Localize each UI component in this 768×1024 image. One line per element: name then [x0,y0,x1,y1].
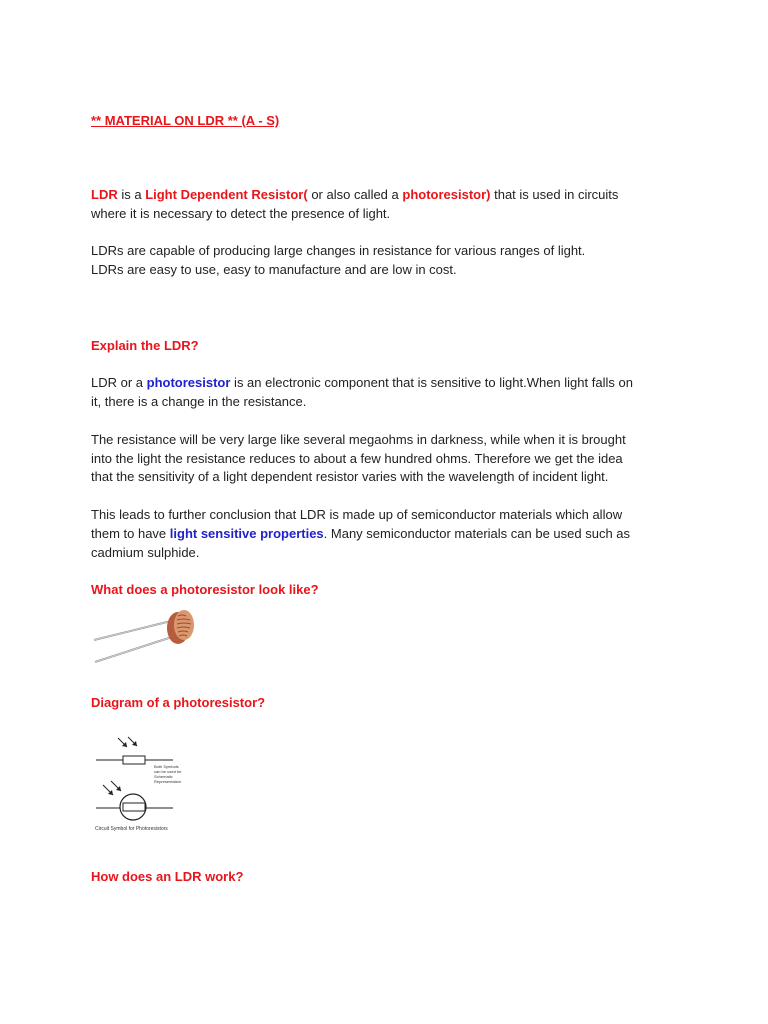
explain-line-1 [91,373,633,392]
look-heading: What does a photoresistor look like? [91,582,319,597]
intro-text-a: is a [117,187,146,202]
leads-line-2 [91,524,630,543]
photoresistor-diagram [91,735,203,850]
resistance-line-3: that the sensitivity of a light dependent resistor varies with the wavelength of incident light. [91,469,609,484]
intro-text-c: that is used in circuits [490,187,619,202]
diagram-note-line: can be used for [154,769,182,774]
photoresistor-link[interactable]: photoresistor [146,375,231,390]
diagram-note-line: Representation [154,779,182,784]
resistance-line-1: The resistance will be very large like several megaohms in darkness, while when it is brought [91,432,626,447]
leads-prefix: them to have [91,526,170,541]
light-dependent-resistor-term: Light Dependent Resistor( [145,187,308,202]
document-title: ** MATERIAL ON LDR ** (A - S) [91,113,280,128]
diagram-heading: Diagram of a photoresistor? [91,695,266,710]
explain-line-2: it, there is a change in the resistance. [91,394,307,409]
intro-line-2: where it is necessary to detect the presence of light. [91,206,391,221]
intro-line-1 [91,185,618,204]
diagram-note-line: Both Symbols [154,764,179,769]
capable-line-2: LDRs are easy to use, easy to manufacture and are low in cost. [91,262,457,277]
explain-heading: Explain the LDR? [91,338,199,353]
ldr-term: LDR [91,187,118,202]
explain-prefix: LDR or a [91,375,147,390]
explain-rest: is an electronic component that is sensitive to light.When light falls on [230,375,633,390]
leads-rest: . Many semiconductor materials can be used such as [323,526,631,541]
diagram-note-line: Schematic [154,774,173,779]
photoresistor-term: photoresistor) [402,187,491,202]
diagram-caption: Circuit Symbol for Photoresistors [95,826,168,832]
photoresistor-photo [91,604,203,673]
leads-line-3: cadmium sulphide. [91,545,200,560]
intro-text-b: or also called a [307,187,403,202]
leads-line-1: This leads to further conclusion that LDR is made up of semiconductor materials which allow [91,507,623,522]
capable-line-1: LDRs are capable of producing large changes in resistance for various ranges of light. [91,243,586,258]
work-heading: How does an LDR work? [91,869,244,884]
resistance-line-2: into the light the resistance reduces to about a few hundred ohms. Therefore we get the idea [91,451,623,466]
diagram-side-note [154,764,182,784]
light-sensitive-properties-link[interactable]: light sensitive properties [169,526,324,541]
